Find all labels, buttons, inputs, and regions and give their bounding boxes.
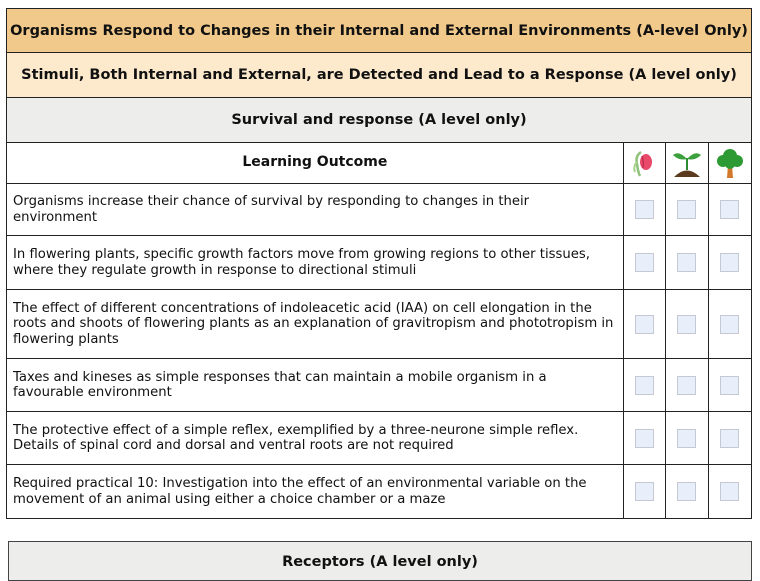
column-header-row xyxy=(7,143,751,184)
section-header: Survival and response (A level only) xyxy=(7,98,751,143)
table-row xyxy=(7,290,751,359)
rating-cell xyxy=(624,184,666,235)
receptors-title: Receptors (A level only) xyxy=(282,554,478,570)
checkbox-amber[interactable] xyxy=(677,253,696,272)
survival-response-table xyxy=(6,8,752,519)
rating-cell xyxy=(709,465,751,518)
rating-cell xyxy=(624,412,666,464)
rating-cell xyxy=(666,465,708,518)
rating-cell xyxy=(624,290,666,358)
rating-cell xyxy=(624,359,666,411)
checkbox-red[interactable] xyxy=(635,482,654,501)
topic-header: Organisms Respond to Changes in their Internal and External Environments (A-level Only) xyxy=(7,9,751,53)
rating-cell xyxy=(624,465,666,518)
rating-cell xyxy=(666,290,708,358)
checkbox-green[interactable] xyxy=(720,482,739,501)
rating-cell xyxy=(666,412,708,464)
wilted-flower-icon xyxy=(624,143,666,183)
learning-outcome-text: Organisms increase their chance of survival by responding to changes in their environment xyxy=(7,184,624,235)
rating-cell xyxy=(709,236,751,289)
checkbox-amber[interactable] xyxy=(677,315,696,334)
checkbox-red[interactable] xyxy=(635,376,654,395)
checkbox-amber[interactable] xyxy=(677,200,696,219)
checkbox-green[interactable] xyxy=(720,200,739,219)
checkbox-amber[interactable] xyxy=(677,376,696,395)
rating-cell xyxy=(666,184,708,235)
rating-cell xyxy=(709,359,751,411)
seedling-icon xyxy=(666,143,708,183)
subtopic-header: Stimuli, Both Internal and External, are Detected and Lead to a Response (A level only) xyxy=(7,53,751,98)
tree-icon xyxy=(709,143,751,183)
rating-cell xyxy=(666,236,708,289)
table-row xyxy=(7,465,751,518)
checkbox-red[interactable] xyxy=(635,253,654,272)
checkbox-amber[interactable] xyxy=(677,429,696,448)
learning-outcome-text: The effect of different concentrations of indoleacetic acid (IAA) on cell elongation in the roots and shoots of flowering plants as an explanation of gravitropism and phototropism in flowering plants xyxy=(7,290,624,358)
checkbox-red[interactable] xyxy=(635,429,654,448)
checkbox-red[interactable] xyxy=(635,200,654,219)
rating-cell xyxy=(709,412,751,464)
table-row xyxy=(7,412,751,465)
rating-cell xyxy=(709,184,751,235)
learning-outcome-text: In flowering plants, specific growth factors move from growing regions to other tissues, where they regulate growth in response to directional stimuli xyxy=(7,236,624,289)
learning-outcome-text: Taxes and kineses as simple responses that can maintain a mobile organism in a favourable environment xyxy=(7,359,624,411)
checkbox-red[interactable] xyxy=(635,315,654,334)
checkbox-green[interactable] xyxy=(720,253,739,272)
checkbox-green[interactable] xyxy=(720,315,739,334)
learning-outcome-text: Required practical 10: Investigation into the effect of an environmental variable on the movement of an animal using either a choice chamber or a maze xyxy=(7,465,624,518)
learning-outcome-header: Learning Outcome xyxy=(7,143,624,183)
table-row xyxy=(7,184,751,236)
checkbox-green[interactable] xyxy=(720,376,739,395)
learning-outcome-text: The protective effect of a simple reflex, exemplified by a three-neurone simple reflex. Details of spinal cord and dorsal and ventral roots are not required xyxy=(7,412,624,464)
rating-cell xyxy=(709,290,751,358)
checkbox-amber[interactable] xyxy=(677,482,696,501)
checkbox-green[interactable] xyxy=(720,429,739,448)
table-row xyxy=(7,236,751,290)
receptors-section-header xyxy=(8,541,752,581)
rating-cell xyxy=(624,236,666,289)
table-row xyxy=(7,359,751,412)
rating-cell xyxy=(666,359,708,411)
